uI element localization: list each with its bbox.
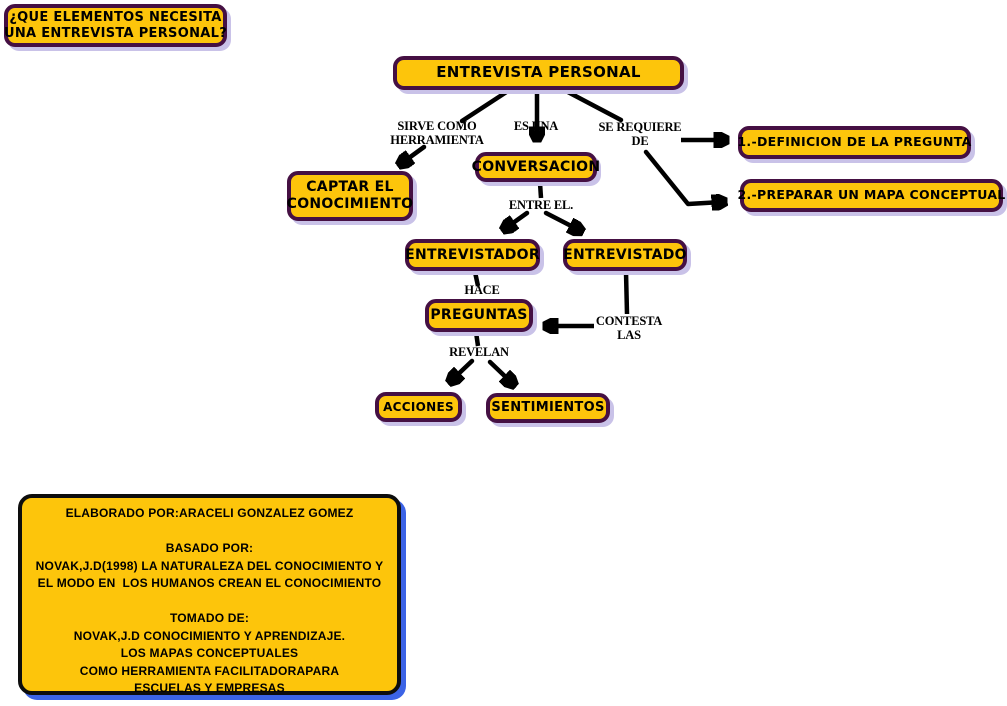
edge-preguntas-revelan bbox=[476, 332, 478, 346]
node-entrevista-personal-label: ENTREVISTA PERSONAL bbox=[436, 63, 641, 82]
credits-line: ESCUELAS Y EMPRESAS bbox=[134, 681, 285, 695]
edge-root-requiere bbox=[566, 91, 621, 120]
node-captar-line2: CONOCIMIENTO bbox=[286, 196, 414, 212]
credits-line: BASADO POR: bbox=[165, 541, 254, 555]
credits-line bbox=[22, 523, 397, 541]
credits-line: LOS MAPAS CONCEPTUALES bbox=[120, 646, 299, 660]
edge-label-contesta-line1: CONTESTA bbox=[595, 314, 663, 328]
edge-herramienta-captar bbox=[402, 147, 424, 163]
node-preguntas-label: PREGUNTAS bbox=[430, 307, 528, 324]
node-captar-line1: CAPTAR EL bbox=[306, 179, 394, 196]
edge-label-requiere-line1: SE REQUIERE bbox=[598, 120, 682, 134]
node-definicion-pregunta[interactable] bbox=[738, 126, 971, 159]
credits-line: EL MODO EN LOS HUMANOS CREAN EL CONOCIMIENTO bbox=[37, 576, 382, 590]
edge-conversacion-entreel bbox=[540, 183, 541, 198]
node-entrevistador-label: ENTREVISTADOR bbox=[405, 246, 540, 263]
credits-line: COMO HERRAMIENTA FACILITADORAPARA bbox=[79, 663, 340, 678]
edge-label-revelan-text: REVELAN bbox=[449, 345, 509, 359]
node-entrevistado-label: ENTREVISTADO bbox=[563, 246, 687, 263]
edge-root-sirve bbox=[462, 91, 508, 121]
edge-label-entre-el bbox=[501, 199, 581, 213]
credits-line bbox=[22, 593, 397, 611]
edge-label-se-requiere bbox=[590, 121, 690, 148]
node-sentimientos[interactable] bbox=[486, 393, 610, 423]
node-definicion-label: 1.-DEFINICION DE LA PREGUNTA bbox=[737, 134, 972, 150]
node-acciones[interactable] bbox=[375, 392, 462, 422]
node-entrevista-personal[interactable] bbox=[393, 56, 684, 90]
edge-label-requiere-line2: DE bbox=[631, 133, 649, 148]
node-preparar-mapa[interactable] bbox=[737, 179, 1006, 212]
edge-entreel-entrevistador bbox=[506, 213, 527, 228]
edge-label-sirve-line2: HERRAMIENTA bbox=[390, 132, 484, 147]
node-entrevistador[interactable] bbox=[405, 239, 540, 271]
credits-box[interactable] bbox=[18, 494, 401, 695]
credits-line: ELABORADO POR:ARACELI GONZALEZ GOMEZ bbox=[65, 506, 354, 520]
edge-entreel-entrevistado bbox=[546, 213, 579, 230]
node-captar-conocimiento[interactable] bbox=[287, 171, 413, 221]
edge-label-es-una bbox=[505, 120, 567, 134]
edge-label-contesta-las bbox=[589, 315, 669, 342]
node-sentimientos-label: SENTIMIENTOS bbox=[491, 400, 605, 416]
edge-label-sirve-line1: SIRVE COMO bbox=[397, 119, 477, 133]
edge-label-hace bbox=[451, 284, 513, 298]
edge-entrevistado-contesta bbox=[626, 272, 627, 314]
edge-label-sirve-como bbox=[387, 120, 487, 147]
credits-line: TOMADO DE: bbox=[169, 611, 250, 625]
focus-question-line2: UNA ENTREVISTA PERSONAL? bbox=[3, 25, 228, 41]
focus-question-box[interactable] bbox=[4, 4, 227, 47]
edge-label-es-una-text: ES UNA bbox=[513, 119, 559, 133]
node-preparar-label: 2.-PREPARAR UN MAPA CONCEPTUAL bbox=[737, 187, 1006, 203]
edge-revelan-sentimientos bbox=[490, 362, 512, 383]
node-acciones-label: ACCIONES bbox=[383, 399, 454, 414]
edge-revelan-acciones bbox=[452, 361, 472, 380]
credits-line: NOVAK,J.D CONOCIMIENTO Y APRENDIZAJE. bbox=[73, 628, 346, 643]
edge-label-contesta-line2: LAS bbox=[617, 327, 641, 342]
edge-label-revelan bbox=[439, 346, 519, 360]
node-conversacion[interactable] bbox=[471, 152, 601, 182]
node-preguntas[interactable] bbox=[425, 299, 533, 332]
node-entrevistado[interactable] bbox=[563, 239, 687, 271]
edge-label-entre-el-text: ENTRE EL. bbox=[508, 198, 574, 212]
focus-question-line1: ¿QUE ELEMENTOS NECESITA bbox=[9, 10, 222, 26]
node-conversacion-label: CONVERSACION bbox=[471, 158, 601, 175]
edge-label-hace-text: HACE bbox=[464, 283, 500, 297]
credits-line: NOVAK,J.D(1998) LA NATURALEZA DEL CONOCIMIENTO Y bbox=[35, 558, 384, 573]
edge-requiere-preparar bbox=[646, 152, 722, 204]
